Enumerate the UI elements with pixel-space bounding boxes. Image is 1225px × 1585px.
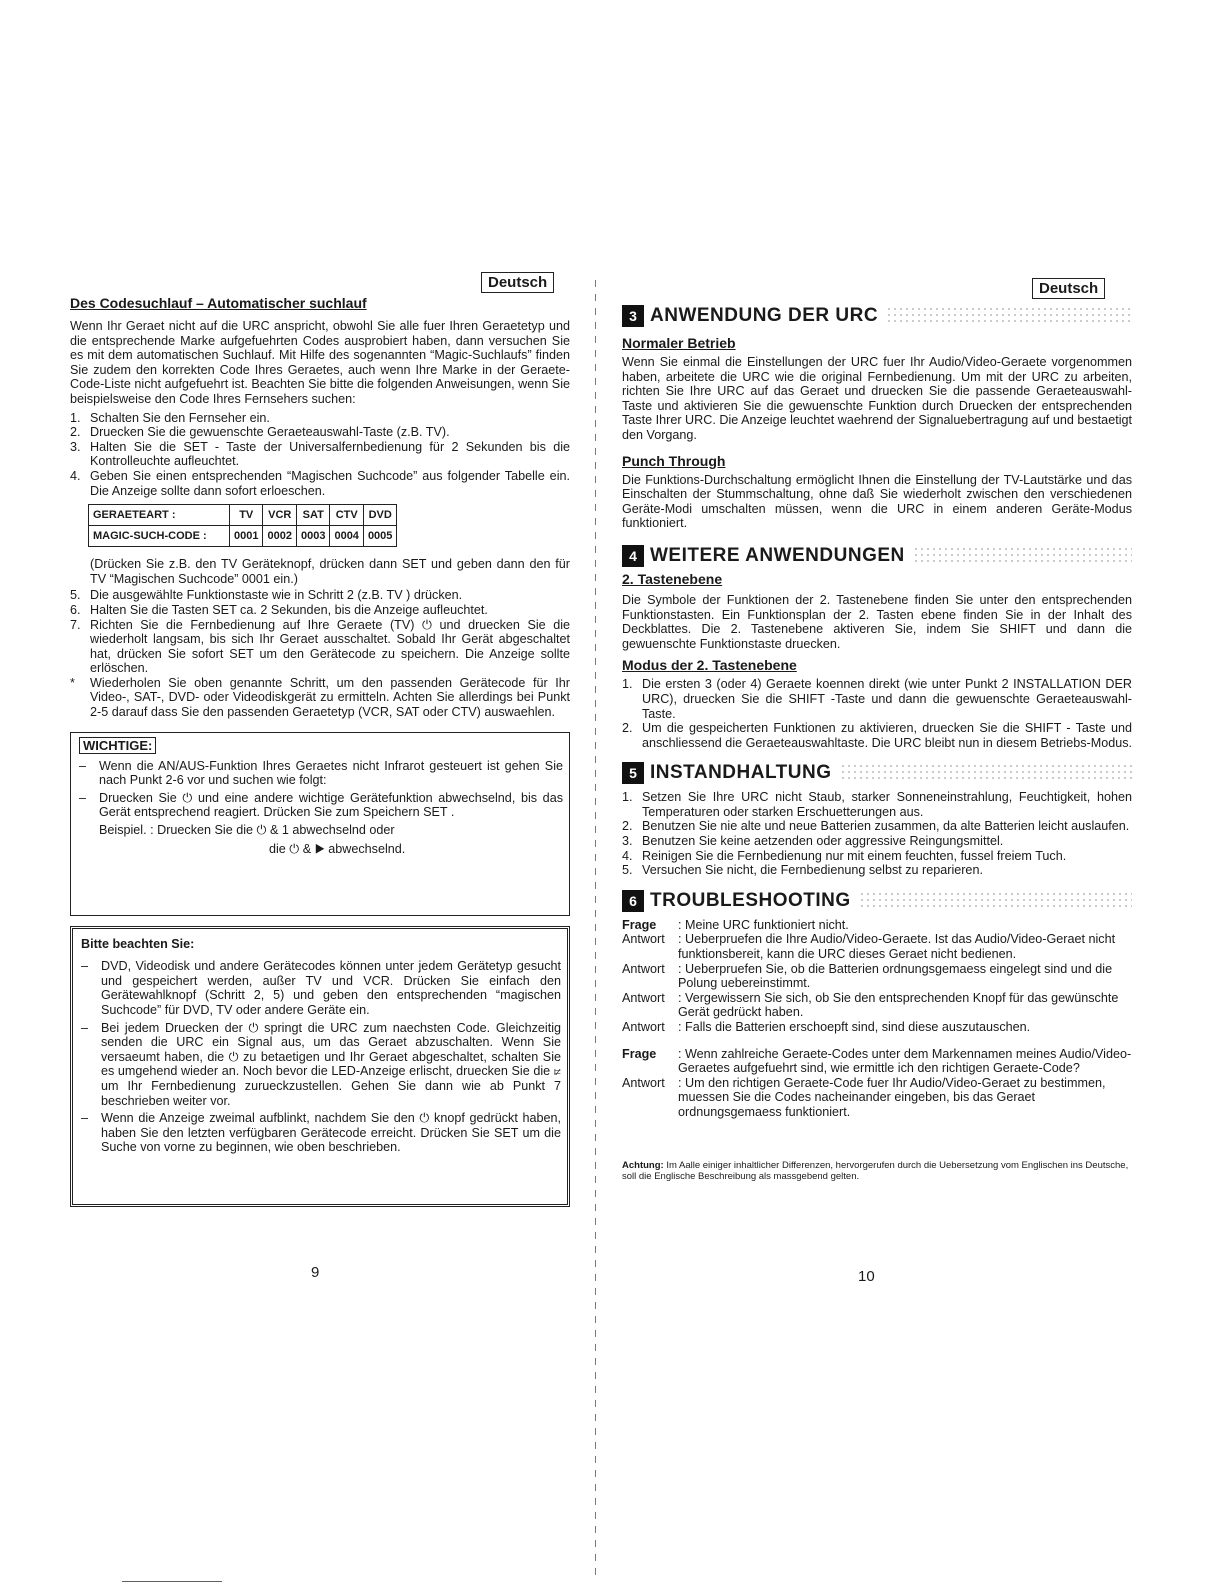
list-item xyxy=(70,440,570,469)
section-6-header xyxy=(622,888,1132,914)
item-number: 2. xyxy=(622,819,633,834)
table-cell: 0005 xyxy=(363,526,396,547)
item-number: 5. xyxy=(622,863,633,878)
item-text: Wiederholen Sie oben genannte Schritt, um den passenden Gerätecode für Ihr Video-, SAT-, DVD- oder Videodiskgerät zu ermitteln. Achten Sie allerdings bei Punkt 2-5 darauf dass Sie den passenden Geraetetyp (VCR, SAT oder CTV) auswaehlen. xyxy=(90,675,570,720)
dotted-band xyxy=(886,306,1132,326)
beachten-title: Bitte beachten Sie: xyxy=(81,936,195,951)
list-item xyxy=(622,677,1132,721)
wichtig-title: WICHTIGE: xyxy=(79,737,156,754)
paragraph: Wenn Sie einmal die Einstellungen der URC fuer Ihr Audio/Video-Geraete vorgenommen haben, arbeitete die URC wie die original Fernbedienung. Um mit der URC zu arbeiten, richten Sie Ihre URC auf das Geraet und druecken Sie die passende Geraeteauswahl-Taste und aktivieren Sie die gewuenschte Funktion durch Druecken der entsprechenden Taste Ihrer URC. Die Anzeige leuchtet waehrend der Signaluebertragung auf und bestaetigt den Vorgang. xyxy=(622,355,1132,442)
table-row xyxy=(89,505,397,526)
language-label-left: Deutsch xyxy=(481,272,554,293)
bullet-dash: – xyxy=(79,790,87,805)
bullet-dash: – xyxy=(81,1020,89,1035)
item-text: Halten Sie die SET - Taste der Universalfernbedienung für 2 Sekunden bis die Kontrolleuchte aufleuchtet. xyxy=(90,439,570,469)
list-item xyxy=(622,721,1132,750)
table-cell: VCR xyxy=(263,505,296,526)
table-cell: TV xyxy=(230,505,263,526)
table-label: GERAETEART : xyxy=(89,505,230,526)
table-row xyxy=(89,526,397,547)
item-text: Bei jedem Druecken der ⏻ springt die URC zum naechsten Code. Gleichzeitig senden die URC ein Signal aus, um das Geraet abzuschalten. Wenn Sie versaeumt haben, die ⏻ zu betaetigen und Ihr Geraet abgeschaltet, schalten Sie es umgehend wieder an. Noch bevor die LED-Anzeige erlischt, druecken Sie die ⊭ um Ihr Fernbedienung zurueckzustellen. Gehen Sie dann wie ab Punkt 7 beschrieben weiter vor. xyxy=(101,1020,561,1108)
item-text: Geben Sie einen entsprechenden “Magischen Suchcode” aus folgender Tabelle ein. Die Anzeige sollte dann sofort erloeschen. xyxy=(90,468,570,498)
item-number: 6. xyxy=(70,602,81,617)
item-number: 2. xyxy=(70,425,81,440)
item-number: 4. xyxy=(622,848,633,863)
qa-text: : Wenn zahlreiche Geraete-Codes unter dem Markennamen meines Audio/Video-Geraetes aufgefuehrt sind, wie ermittle ich den richtigen Geraete-Code? xyxy=(678,1046,1132,1076)
table-cell: SAT xyxy=(296,505,329,526)
section-number: 3 xyxy=(622,305,644,327)
subheading: Normaler Betrieb xyxy=(622,335,736,351)
list-item xyxy=(622,790,1132,819)
item-text: Schalten Sie den Fernseher ein. xyxy=(90,410,270,425)
qa-text: : Falls die Batterien erschoepft sind, sind diese auszutauschen. xyxy=(678,1020,1031,1034)
list-item xyxy=(70,588,570,603)
table-cell: 0002 xyxy=(263,526,296,547)
section-3-header xyxy=(622,303,1132,329)
steps-list xyxy=(622,677,1132,750)
list-item xyxy=(81,1021,561,1109)
table-cell: 0001 xyxy=(230,526,263,547)
item-text: Setzen Sie Ihre URC nicht Staub, starker Sonneneinstrahlung, Feuchtigkeit, hohen Temperaturen oder starken Erschuetterungen aus. xyxy=(642,790,1132,819)
item-number: 1. xyxy=(70,410,81,425)
list-item xyxy=(81,959,561,1017)
qa-key: Frage xyxy=(622,1046,657,1061)
list-item xyxy=(81,1111,561,1155)
section-4-header xyxy=(622,543,1132,569)
qa-text: : Meine URC funktioniert nicht. xyxy=(678,917,849,932)
steps-list-a xyxy=(70,411,570,499)
list-item xyxy=(70,469,570,498)
qa-text: : Vergewissern Sie sich, ob Sie den entsprechenden Knopf für das gewünschte Gerät gedrückt haben. xyxy=(678,990,1119,1020)
dotted-band xyxy=(840,763,1133,783)
item-number: 4. xyxy=(70,468,81,483)
item-text: Richten Sie die Fernbedienung auf Ihre Geraete (TV) ⏻ und druecken Sie die wiederholt langsam, bis sich Ihr Geraet ausschaltet. Sobald Ihr Gerät abgeschaltet hat, drücken Sie sofort SET um den Gerätecode zu speichern. Die Anzeige sollte erlöschen. xyxy=(90,617,570,676)
wichtig-box xyxy=(70,732,570,916)
item-number: 7. xyxy=(70,617,81,632)
section-title: INSTANDHALTUNG xyxy=(650,762,832,784)
item-text: Um die gespeicherten Funktionen zu aktivieren, druecken Sie die SHIFT - Taste und anschliessend die Geraeteauswahltaste. Die URC bleibt nun in diesem Betriebs-Modus. xyxy=(642,721,1133,750)
section-number: 6 xyxy=(622,890,644,912)
table-label: MAGIC-SUCH-CODE : xyxy=(89,526,230,547)
item-text: Halten Sie die Tasten SET ca. 2 Sekunden, bis die Anzeige aufleuchtet. xyxy=(90,602,488,617)
qa-key: Antwort xyxy=(622,932,665,947)
after-table-note: (Drücken Sie z.B. den TV Geräteknopf, drücken dann SET und geben dann den für TV “Magischen Suchcode” 0001 ein.) xyxy=(90,557,570,586)
qa-text: : Um den richtigen Geraete-Code fuer Ihr Audio/Video-Geraet zu bestimmen, muessen Sie die Codes nacheinander eingeben, bis das Geraet ordnungsgemaess funktioniert. xyxy=(678,1075,1106,1119)
list-item xyxy=(622,819,1132,834)
section-title: TROUBLESHOOTING xyxy=(650,889,851,911)
dotted-band xyxy=(913,546,1132,566)
page-number-right: 10 xyxy=(858,1268,875,1285)
section-number: 4 xyxy=(622,545,644,567)
qa-text: : Ueberpruefen Sie, ob die Batterien ordnungsgemaess eingelegt sind und die Polung uebereinstimmt. xyxy=(678,961,1113,991)
dotted-band xyxy=(859,891,1132,911)
table-cell: CTV xyxy=(330,505,363,526)
item-text: Reinigen Sie die Fernbedienung nur mit einem feuchten, fussel freiem Tuch. xyxy=(642,848,1067,863)
left-page xyxy=(70,295,570,1207)
list-item xyxy=(622,849,1132,864)
table-cell: DVD xyxy=(363,505,396,526)
troubleshooting-qa-2 xyxy=(622,1047,1132,1120)
list-item xyxy=(622,863,1132,878)
item-text: Wenn die AN/AUS-Funktion Ihres Geraetes nicht Infrarot gesteuert ist gehen Sie nach Punkt 2-6 vor und suchen wie folgt: xyxy=(99,758,563,788)
magic-code-table xyxy=(88,504,397,547)
item-text: Benutzen Sie keine aetzenden oder aggressive Reingungsmittel. xyxy=(642,834,1004,849)
beispiel-line-2: die ⏻ & ▶ abwechselnd. xyxy=(269,841,406,856)
bullet-dash: – xyxy=(79,758,87,773)
paragraph: Die Funktions-Durchschaltung ermöglicht Ihnen die Einstellung der TV-Lautstärke und das Einschalten der Stummschaltung, ohne daß Sie wiederholt zwischen den verschiedenen Geräte-Modi umschalten müssen, wenn die URC in einem anderen Geräte-Modus funktioniert. xyxy=(622,472,1132,531)
troubleshooting-qa-1 xyxy=(622,918,1132,1035)
item-number: 3. xyxy=(70,439,81,454)
language-label-right: Deutsch xyxy=(1032,278,1105,299)
subheading: 2. Tastenebene xyxy=(622,570,723,587)
item-text: Druecken Sie ⏻ und eine andere wichtige Gerätefunktion abwechselnd, bis das Gerät entsprechend reagiert. Drücken Sie zum Speichern SET . xyxy=(99,790,563,820)
beispiel-line-1: Beispiel. : Druecken Sie die ⏻ & 1 abwechselnd oder xyxy=(99,823,395,838)
page-fold xyxy=(595,280,596,1580)
section-title: Des Codesuchlauf – Automatischer suchlauf xyxy=(70,295,367,311)
wichtig-list xyxy=(79,759,563,820)
item-text: Die ersten 3 (oder 4) Geraete koennen direkt (wie unter Punkt 2 INSTALLATION DER URC), druecken Sie die SHIFT -Taste und dann die gewuenschte Geraeteauswahl-Taste. xyxy=(642,677,1132,721)
translation-note xyxy=(622,1160,1132,1182)
subheading: Punch Through xyxy=(622,452,726,469)
qa-key: Antwort xyxy=(622,1020,665,1034)
item-number: 1. xyxy=(622,790,633,805)
list-item xyxy=(70,411,570,426)
item-text: DVD, Videodisk und andere Gerätecodes können unter jedem Gerätetyp gesucht und gespeichert werden, außer TV und VCR. Drücken Sie einfach den Gerätewahlknopf (Schritt 2, 5) und geben den entsprechenden “magischen Suchcode” für DVD, TV oder andere Geräte ein. xyxy=(101,959,561,1018)
steps-list-b xyxy=(70,588,570,719)
item-number: * xyxy=(70,675,75,690)
table-cell: 0004 xyxy=(330,526,363,547)
list-item xyxy=(79,759,563,788)
list-item xyxy=(70,676,570,720)
footer-line xyxy=(122,1581,222,1582)
item-text: Benutzen Sie nie alte und neue Batterien zusammen, da alte Batterien leicht auslaufen. xyxy=(642,819,1130,834)
item-text: Druecken Sie die gewuenschte Geraeteauswahl-Taste (z.B. TV). xyxy=(90,425,450,440)
steps-list xyxy=(622,790,1132,878)
list-item xyxy=(79,791,563,820)
item-number: 1. xyxy=(622,677,633,692)
qa-key: Antwort xyxy=(622,961,665,976)
list-item xyxy=(622,834,1132,849)
list-item xyxy=(70,425,570,440)
list-item xyxy=(70,618,570,676)
table-cell: 0003 xyxy=(296,526,329,547)
bullet-dash: – xyxy=(81,1111,89,1126)
bullet-dash: – xyxy=(81,959,89,974)
page-number-left: 9 xyxy=(311,1264,320,1281)
paragraph: Die Symbole der Funktionen der 2. Tastenebene finden Sie unter den entsprechenden Funktionstasten. Ein Funktionsplan der 2. Tasten ebene finden Sie in der Inhalt des Deckblattes. Die 2. Tastenebene aktiveren Sie, indem Sie SHIFT und dann die gewuenschte Funktionstaste druecken. xyxy=(622,592,1132,651)
item-text: Wenn die Anzeige zweimal aufblinkt, nachdem Sie den ⏻ knopf gedrückt haben, haben Sie den letzten verfügbaren Gerätecode erreicht. Drücken Sie SET um die Suche von vorne zu beginnen, wie oben beschrieben. xyxy=(101,1111,561,1155)
list-item xyxy=(70,603,570,618)
item-text: Versuchen Sie nicht, die Fernbedienung selbst zu reparieren. xyxy=(642,863,983,878)
intro-paragraph: Wenn Ihr Geraet nicht auf die URC anspricht, obwohl Sie alle fuer Ihren Geraetetyp und die entsprechende Marke aufgefuehrten Codes ausprobiert haben, dann versuchen Sie es mit dem automatischen Suchlauf. Mit Hilfe des sogenannten “Magic-Suchlaufs” finden Sie zudem den korrekten Code Ihres Geraetes, auch wenn Ihre Marke in der Geraete-Code-Liste nicht aufgefuehrt ist. Beachten Sie bitte die folgenden Anweisungen, wenn Sie beispielsweise den Code Ihres Fernsehers suchen: xyxy=(70,319,570,406)
beachten-list xyxy=(81,959,561,1155)
section-number: 5 xyxy=(622,762,644,784)
beachten-box xyxy=(70,926,570,1207)
note-label: Achtung: xyxy=(622,1159,664,1171)
note-text: Im Aalle einiger inhaltlicher Differenzen, hervorgerufen durch die Uebersetzung vom Englischen ins Deutsche, soll die Englische Beschreibung als massgebend gelten. xyxy=(622,1159,1129,1182)
qa-text: : Ueberpruefen die Ihre Audio/Video-Geraete. Ist das Audio/Video-Geraet nicht funktionsbereit, kann die URC dieses Geraet nicht bedienen. xyxy=(678,932,1116,962)
qa-key: Antwort xyxy=(622,1075,665,1090)
item-number: 3. xyxy=(622,834,633,849)
item-text: Die ausgewählte Funktionstaste wie in Schritt 2 (z.B. TV ) drücken. xyxy=(90,588,463,603)
subheading: Modus der 2. Tastenebene xyxy=(622,657,797,674)
item-number: 5. xyxy=(70,588,81,603)
section-5-header xyxy=(622,760,1132,786)
section-title: ANWENDUNG DER URC xyxy=(650,305,879,326)
item-number: 2. xyxy=(622,721,633,736)
right-page xyxy=(622,303,1132,1182)
qa-key: Antwort xyxy=(622,990,665,1005)
section-title: WEITERE ANWENDUNGEN xyxy=(650,544,905,566)
qa-key: Frage xyxy=(622,917,657,932)
